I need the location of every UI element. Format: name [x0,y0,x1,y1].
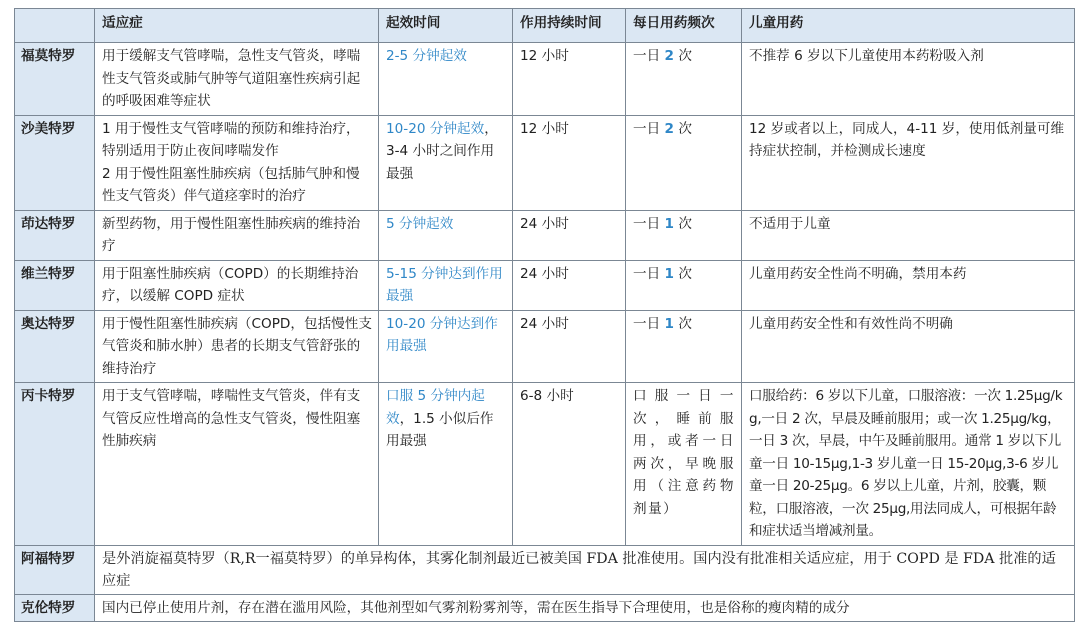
header-row [15,9,1075,43]
onset-cell [379,210,513,260]
drug-name: 茚达特罗 [15,210,95,260]
frequency-cell [626,210,742,260]
header-duration: 作用持续时间 [513,9,626,43]
frequency-cell [626,260,742,310]
table-row [15,310,1075,383]
indication-cell: 用于缓解支气管哮喘，急性支气管炎，哮喘性支气管炎或肺气肿等气道阻塞性疾病引起的呼吸困难等症状 [95,43,379,116]
freq-prefix: 一日 [633,315,661,332]
onset-cell [379,115,513,210]
onset-rest: ，1.5 小似后作用最强 [386,410,494,449]
freq-number: 2 [664,48,674,64]
onset-highlight: 口服 5 分钟内起效 [386,388,485,427]
onset-text: 5-15 分钟达到作用最强 [386,265,503,304]
frequency-cell [626,43,742,116]
onset-cell [379,310,513,383]
freq-suffix: 次 [678,120,692,137]
drug-name: 丙卡特罗 [15,383,95,546]
freq-suffix: 次 [678,215,692,232]
onset-text: 5 分钟起效 [386,215,454,232]
drug-comparison-table [14,8,1075,622]
drug-name: 福莫特罗 [15,43,95,116]
indication-line-1: 1 用于慢性支气管哮喘的预防和维持治疗，特别适用于防止夜间哮喘发作 [102,120,360,159]
duration-cell: 6-8 小时 [513,383,626,546]
freq-number: 1 [664,315,674,332]
children-cell: 12 岁或者以上，同成人，4-11 岁，使用低剂量可维持症状控制，并检测成长速度 [742,115,1075,210]
onset-cell [379,260,513,310]
indication-cell: 用于支气管哮喘，哮喘性支气管炎，伴有支气管反应性增高的急性支气管炎，慢性阻塞性肺疾病 [95,383,379,546]
duration-cell: 24 小时 [513,210,626,260]
merged-note-cell: 是外消旋福莫特罗（R,R一福莫特罗）的单异构体，其雾化制剂最近已被美国 FDA 批准使用。国内没有批准相关适应症，用于 COPD 是 FDA 批准的适应症 [95,545,1075,594]
table-row [15,260,1075,310]
children-cell: 不推荐 6 岁以下儿童使用本药粉吸入剂 [742,43,1075,116]
freq-suffix: 次 [678,315,692,332]
freq-suffix: 次 [678,265,692,282]
onset-rest: ，3-4 小时之间作用最强 [386,120,498,182]
onset-text: 10-20 分钟达到作用最强 [386,315,498,354]
table-row [15,43,1075,116]
duration-cell: 12 小时 [513,115,626,210]
onset-highlight: 10-20 分钟起效 [386,120,485,137]
onset-cell [379,43,513,116]
drug-name: 沙美特罗 [15,115,95,210]
freq-number: 1 [664,215,674,232]
indication-cell: 用于阻塞性肺疾病（COPD）的长期维持治疗，以缓解 COPD 症状 [95,260,379,310]
duration-cell: 24 小时 [513,310,626,383]
freq-prefix: 一日 [633,120,661,137]
indication-line-2: 2 用于慢性阻塞性肺疾病（包括肺气肿和慢性支气管炎）伴气道痉挛时的治疗 [102,165,360,204]
freq-suffix: 次 [678,48,692,64]
children-cell: 口服给药：6 岁以下儿童，口服溶液：一次 1.25μg/kg,一日 2 次，早晨及睡前服用；或一次 1.25μg/kg，一日 3 次，早晨，中午及睡前服用。通常 1 岁以下儿童一日 10-15μg,1-3 岁儿童一日 15-20μg,3-6 岁儿童一日 20-25μg。6 岁以上儿童，片剂，胶囊，颗粒，口服溶液，一次 25μg,用法同成人，可根据年龄和症状适当增减剂量。 [742,383,1075,546]
freq-prefix: 一日 [633,48,661,64]
table-row [15,383,1075,546]
indication-cell: 用于慢性阻塞性肺疾病（COPD，包括慢性支气管炎和肺水肿）患者的长期支气管舒张的维持治疗 [95,310,379,383]
onset-text: 2-5 分钟起效 [386,48,467,64]
freq-number: 2 [664,120,674,137]
frequency-cell [626,310,742,383]
duration-cell: 12 小时 [513,43,626,116]
drug-name: 阿福特罗 [15,545,95,594]
children-cell: 不适用于儿童 [742,210,1075,260]
drug-name: 奥达特罗 [15,310,95,383]
table-row [15,115,1075,210]
freq-number: 1 [664,265,674,282]
table-row [15,545,1075,594]
indication-cell [95,115,379,210]
indication-cell: 新型药物，用于慢性阻塞性肺疾病的维持治疗 [95,210,379,260]
children-cell: 儿童用药安全性尚不明确，禁用本药 [742,260,1075,310]
header-indication: 适应症 [95,9,379,43]
merged-note-cell: 国内已停止使用片剂，存在潜在滥用风险，其他剂型如气雾剂粉雾剂等，需在医生指导下合理使用，也是俗称的瘦肉精的成分 [95,594,1075,622]
freq-prefix: 一日 [633,265,661,282]
onset-cell [379,383,513,546]
children-cell: 儿童用药安全性和有效性尚不明确 [742,310,1075,383]
freq-prefix: 一日 [633,215,661,232]
frequency-cell [626,115,742,210]
drug-name: 维兰特罗 [15,260,95,310]
header-frequency: 每日用药频次 [626,9,742,43]
table-row [15,210,1075,260]
header-corner [15,9,95,43]
frequency-cell: 口服一日一次，睡前服用，或者一日两次，早晚服用（注意药物剂量） [626,383,742,546]
header-children: 儿童用药 [742,9,1075,43]
table-row [15,594,1075,622]
drug-name: 克伦特罗 [15,594,95,622]
duration-cell: 24 小时 [513,260,626,310]
header-onset: 起效时间 [379,9,513,43]
